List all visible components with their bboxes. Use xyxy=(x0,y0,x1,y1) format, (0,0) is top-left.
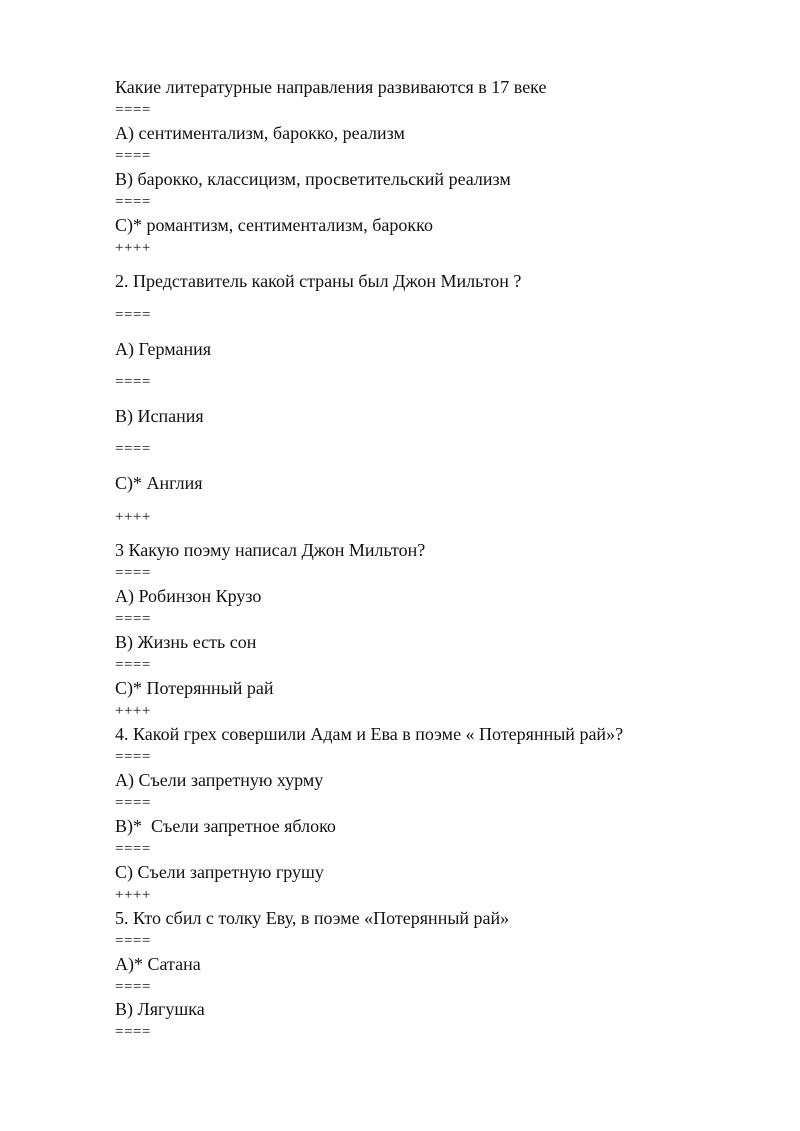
question-5-option-b: B) Лягушка xyxy=(115,999,205,1019)
separator: ==== xyxy=(115,374,151,390)
separator: ==== xyxy=(115,1024,151,1040)
separator: ==== xyxy=(115,979,151,995)
question-2-text: 2. Представитель какой страны был Джон Мильтон ? xyxy=(115,271,522,291)
separator: ==== xyxy=(115,933,151,949)
separator: ==== xyxy=(115,657,151,673)
separator: ==== xyxy=(115,795,151,811)
question-3-option-c: C)* Потерянный рай xyxy=(115,678,274,698)
separator: ==== xyxy=(115,148,151,164)
question-2-option-a: A) Германия xyxy=(115,339,212,359)
question-3-option-b: B) Жизнь есть сон xyxy=(115,632,257,652)
question-2-option-b: B) Испания xyxy=(115,406,204,426)
question-1-text: Какие литературные направления развиваются в 17 веке xyxy=(115,77,547,97)
question-4-option-a: A) Съели запретную хурму xyxy=(115,770,324,790)
separator: ==== xyxy=(115,441,151,457)
question-end-marker: ++++ xyxy=(115,509,151,525)
question-4-text: 4. Какой грех совершили Адам и Ева в поэме « Потерянный рай»? xyxy=(115,724,624,744)
separator: ==== xyxy=(115,841,151,857)
question-3-text: 3 Какую поэму написал Джон Мильтон? xyxy=(115,540,426,560)
question-2-option-c: C)* Англия xyxy=(115,473,203,493)
question-4-option-c: C) Съели запретную грушу xyxy=(115,862,324,882)
separator: ==== xyxy=(115,194,151,210)
question-1-option-c: C)* романтизм, сентиментализм, барокко xyxy=(115,215,433,235)
separator: ==== xyxy=(115,102,151,118)
question-end-marker: ++++ xyxy=(115,703,151,719)
question-end-marker: ++++ xyxy=(115,887,151,903)
separator: ==== xyxy=(115,749,151,765)
question-5-option-a: A)* Сатана xyxy=(115,954,201,974)
question-end-marker: ++++ xyxy=(115,240,151,256)
question-3-option-a: A) Робинзон Крузо xyxy=(115,586,262,606)
separator: ==== xyxy=(115,611,151,627)
question-1-option-a: A) сентиментализм, барокко, реализм xyxy=(115,123,405,143)
separator: ==== xyxy=(115,565,151,581)
question-1-option-b: B) барокко, классицизм, просветительский реализм xyxy=(115,169,511,189)
question-4-option-b: B)* Съели запретное яблоко xyxy=(115,816,336,836)
separator: ==== xyxy=(115,307,151,323)
question-5-text: 5. Кто сбил с толку Еву, в поэме «Потерянный рай» xyxy=(115,908,510,928)
